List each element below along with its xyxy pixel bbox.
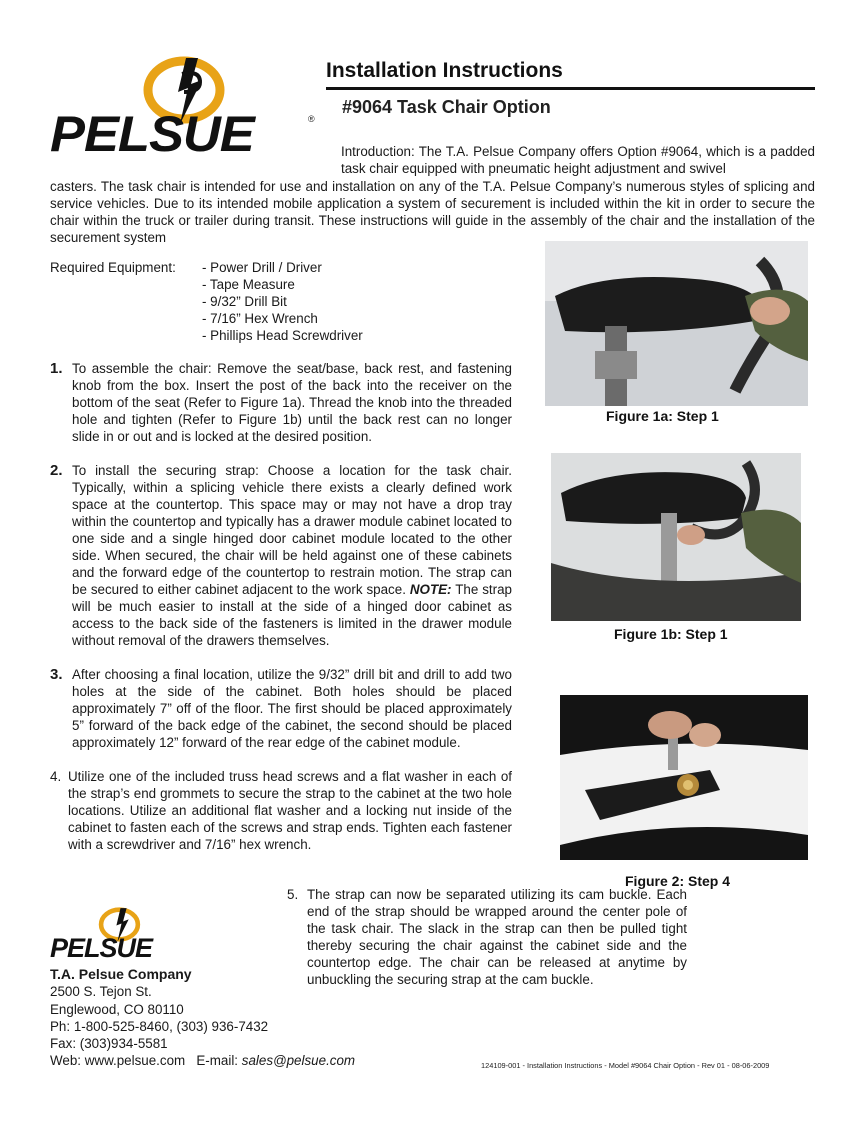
note-text: The strap will be much easier to install at the side of a hinged door cabinet as access to the back side of the fasteners is limited in the drawer module without removal of the drawers themselves. <box>72 582 512 648</box>
address-line-1: 2500 S. Tejon St. <box>50 984 152 1000</box>
step-2 <box>50 462 512 649</box>
intro-rest: casters. The task chair is intended for use and installation on any of the T.A. Pelsue Company’s numerous styles of splicing and service vehicles. Due to its intended mobile application a system of securement is included within the kit in order to secure the chair within the truck or trailer during transit. These instructions will guide in the assembly of the chair and the installation of the securement system <box>50 179 815 245</box>
document-reference: 124109-001 - Installation Instructions - Model #9064 Chair Option - Rev 01 - 08-06-2009 <box>481 1061 770 1070</box>
step-3 <box>50 666 512 751</box>
email-link[interactable]: sales@pelsue.com <box>241 1053 356 1069</box>
step-text: After choosing a final location, utilize the 9/32” drill bit and drill to add two holes at the side of the cabinet. Both holes should be placed approximately 7” off of the floor. The first should be placed approximately 5” forward of the back edge of the cabinet, the second should be placed approximately 12” forward of the rear edge of the cabinet module. <box>72 667 512 750</box>
figure-1b-caption: Figure 1b: Step 1 <box>614 626 728 642</box>
step-text: To assemble the chair: Remove the seat/base, back rest, and fastening knob from the box. Insert the post of the back into the receiver on the bottom of the seat (Refer to Figure 1a). Thread the knob into the threaded hole and tighten (Refer to Figure 1b) until the back rest can no longer slide in or out and is locked at the desired position. <box>72 361 512 444</box>
figure-1a-caption: Figure 1a: Step 1 <box>606 408 719 424</box>
step-number: 4. <box>50 769 62 784</box>
footer-logo <box>50 905 200 965</box>
note-label: NOTE: <box>409 582 452 597</box>
brand-logo-text: PELSUE <box>50 106 254 162</box>
step-4 <box>50 768 512 853</box>
equipment-item: - Tape Measure <box>202 277 295 292</box>
step-number: 5. <box>287 887 299 902</box>
strap-screw-photo-icon <box>560 695 808 860</box>
fax: Fax: (303)934-5581 <box>50 1036 168 1052</box>
page-subtitle: #9064 Task Chair Option <box>342 97 551 117</box>
figure-1b-photo <box>551 453 801 621</box>
chair-knob-photo-icon <box>551 453 801 621</box>
step-text-main: To install the securing strap: Choose a location for the task chair. Typically, within a splicing vehicle there exists a clearly defined work space at the countertop. This space may or may not have a drop tray within the countertop and typically has a drawer module cabinet located to one side and a single hinged door cabinet module located to the other side. When secured, the chair will be held against one of these cabinets and the forward edge of the countertop to restrain motion. The strap can be secured to either cabinet adjacent to the work space. <box>72 463 512 597</box>
step-1 <box>50 360 512 445</box>
step-text: Utilize one of the included truss head screws and a flat washer in each of the strap’s end grommets to secure the strap to the cabinet at the two hole locations. Utilize an additional flat washer and a locking nut inside of the cabinet to fasten each of the screws and strap ends. Tighten each fastener with a screwdriver and 7/16” hex wrench. <box>68 769 512 852</box>
intro-first: Introduction: The T.A. Pelsue Company offers Option #9064, which is a padded task chair equipped with pneumatic height adjustment and swivel <box>341 144 815 176</box>
footer-brand-text: PELSUE <box>50 933 153 963</box>
chair-seat-photo-icon <box>545 241 808 406</box>
title-rule <box>326 87 815 90</box>
page-title: Installation Instructions <box>326 59 563 82</box>
phone: Ph: 1-800-525-8460, (303) 936-7432 <box>50 1018 269 1034</box>
web-label: Web: www.pelsue.com E-mail: <box>50 1053 242 1069</box>
equipment-item: - 9/32” Drill Bit <box>202 294 287 309</box>
equipment-item: - Phillips Head Screwdriver <box>202 328 363 343</box>
registered-mark: ® <box>308 114 315 124</box>
equipment-list <box>202 259 363 344</box>
equipment-item: - Power Drill / Driver <box>202 260 322 275</box>
web-email <box>50 1052 355 1069</box>
equipment-item: - 7/16” Hex Wrench <box>202 311 318 326</box>
address-line-2: Englewood, CO 80110 <box>50 1001 184 1017</box>
header-logo <box>48 52 318 164</box>
figure-2-photo <box>560 695 808 860</box>
step-text: The strap can now be separated utilizing its cam buckle. Each end of the strap should be wrapped around the center pole of the task chair. The slack in the strap can then be pulled tight thereby securing the chair against the cabinet side and the countertop edge. The chair can be released at anytime by unbuckling the securing strap at the cam buckle. <box>307 887 687 987</box>
figure-1a-photo <box>545 241 808 406</box>
step-number: 3. <box>50 666 63 683</box>
step-number: 1. <box>50 360 63 377</box>
company-name: T.A. Pelsue Company <box>50 966 192 982</box>
step-number: 2. <box>50 462 63 479</box>
footer-contact <box>50 966 355 1070</box>
figure-2-caption: Figure 2: Step 4 <box>625 873 731 889</box>
step-text <box>72 462 512 649</box>
equipment-label: Required Equipment: <box>50 260 176 275</box>
